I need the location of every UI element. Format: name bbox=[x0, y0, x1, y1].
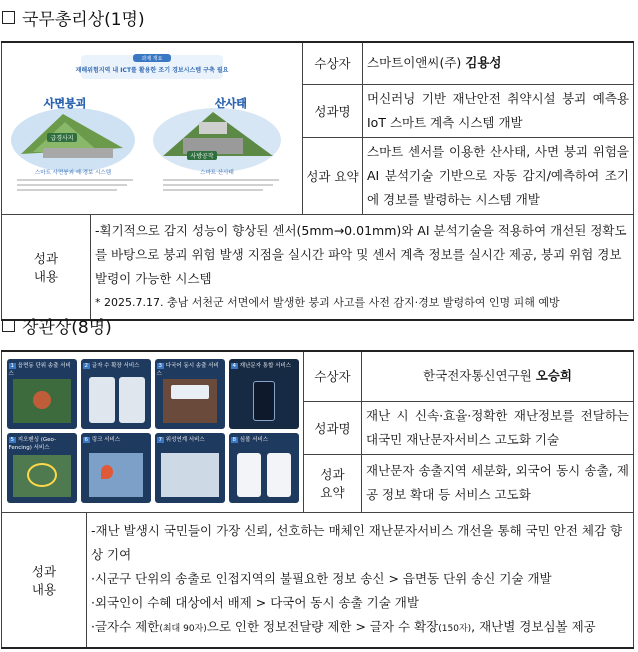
service-tile bbox=[81, 433, 151, 503]
content-last-c: , 재난별 경보심볼 제공 bbox=[471, 618, 596, 634]
summary-label-line2: 요약 bbox=[320, 485, 345, 500]
tile-label: 심볼 서비스 bbox=[239, 436, 269, 443]
awardee-label: 수상자 bbox=[304, 351, 362, 401]
summary-label-line1: 성과 bbox=[320, 467, 345, 482]
image-left-title: 사면붕괴 bbox=[43, 97, 87, 111]
tile-num: 2 bbox=[84, 362, 88, 369]
content-value bbox=[87, 512, 634, 648]
tile-num: 4 bbox=[232, 362, 236, 369]
image-left-badge: 급경사지 bbox=[50, 135, 74, 143]
content-last-small: (최대 90자) bbox=[159, 623, 207, 634]
tile-label: 지오펜싱 (Geo-Fencing) 서비스 bbox=[8, 436, 56, 451]
image-right-title: 산사태 bbox=[215, 97, 247, 111]
content-label-line2: 내용 bbox=[31, 581, 57, 597]
tile-num: 8 bbox=[232, 436, 236, 443]
section-title-text: 국무총리상(1명) bbox=[22, 10, 145, 30]
award-table-1 bbox=[1, 41, 634, 321]
section-title bbox=[2, 313, 112, 338]
awardee-value bbox=[362, 351, 634, 401]
awardee-name: 오승희 bbox=[535, 368, 572, 384]
content-line bbox=[91, 615, 629, 641]
image-header-tag: 과제 개요 bbox=[141, 56, 163, 63]
summary-value: 재난문자 송출지역 세분화, 외국어 동시 송출, 제공 정보 확대 등 서비스 고도화 bbox=[362, 454, 634, 512]
content-note: * 2025.7.17. 충남 서천군 서면에서 발생한 붕괴 사고를 사전 감지·경보 발령하여 인명 피해 예방 bbox=[95, 295, 560, 309]
project-name-value: 재난 시 신속·효율·정확한 재난정보를 전달하는 대국민 재난문자서비스 고도화 기술 bbox=[362, 401, 634, 454]
tile-label: 링크 서비스 bbox=[91, 436, 121, 443]
content-label bbox=[2, 214, 91, 320]
awardee-org: 한국전자통신연구원 bbox=[423, 368, 536, 384]
image-left-caption: 스마트 사면붕괴 예·경보 시스템 bbox=[34, 170, 112, 177]
project-name-label: 성과명 bbox=[304, 401, 362, 454]
checkbox-square-icon bbox=[2, 319, 15, 332]
tile-label: 재난문자 통합 서비스 bbox=[239, 362, 292, 369]
tile-label: 다국어 동시 송출 서비스 bbox=[156, 362, 219, 377]
section-title bbox=[2, 5, 145, 30]
content-label-line1: 성과 bbox=[31, 563, 57, 579]
project-name-label: 성과명 bbox=[303, 84, 363, 137]
service-tile bbox=[81, 359, 151, 429]
summary-value: 스마트 센서를 이용한 산사태, 사면 붕괴 위험을 AI 분석기술 기반으로 자동 감지/예측하여 조기에 경보를 발령하는 시스템 개발 bbox=[363, 137, 634, 214]
content-line: ·시군구 단위의 송출로 인접지역의 불필요한 정보 송신 > 읍면동 단위 송신 기술 개발 bbox=[91, 570, 552, 586]
summary-label bbox=[304, 454, 362, 512]
awardee-label: 수상자 bbox=[303, 42, 363, 84]
content-line: ·외국인이 수혜 대상에서 배제 > 다국어 동시 송출 기술 개발 bbox=[91, 594, 419, 610]
service-image bbox=[2, 351, 304, 512]
tile-num: 7 bbox=[158, 436, 162, 443]
service-tile bbox=[155, 359, 225, 429]
content-line: -재난 발생시 국민들이 가장 신뢰, 선호하는 매체인 재난문자서비스 개선을 통해 국민 안전 체감 향상 기여 bbox=[91, 522, 623, 562]
tile-num: 1 bbox=[10, 362, 14, 369]
tile-label: 글자 수 확장 서비스 bbox=[91, 362, 140, 369]
project-name-value: 머신러닝 기반 재난안전 취약시설 붕괴 예측용 IoT 스마트 계측 시스템 개발 bbox=[363, 84, 634, 137]
tile-label: 읍면동 단위 송출 서비스 bbox=[8, 362, 71, 377]
checkbox-square-icon bbox=[2, 11, 15, 24]
tile-num: 5 bbox=[10, 436, 14, 443]
tile-num: 3 bbox=[158, 362, 162, 369]
content-value bbox=[91, 214, 634, 320]
image-right-badge: 사방공작 bbox=[190, 153, 214, 161]
awardee-value bbox=[363, 42, 634, 84]
content-label bbox=[2, 512, 87, 648]
awardee-org: 스마트이앤씨(주) bbox=[367, 55, 466, 71]
image-right-caption: 스마트 산사태 bbox=[200, 170, 234, 177]
tile-label: 위성연계 서비스 bbox=[165, 436, 205, 443]
service-tile bbox=[7, 433, 77, 503]
service-tile bbox=[155, 433, 225, 503]
service-tile bbox=[7, 359, 77, 429]
project-image bbox=[2, 42, 303, 214]
tile-num: 6 bbox=[84, 436, 88, 443]
awardee-name: 김용성 bbox=[465, 55, 502, 71]
image-header-title: 재해위험지역 내 ICT를 활용한 조기 경보시스템 구축 필요 bbox=[75, 67, 229, 75]
content-label-line1: 성과 bbox=[33, 250, 59, 266]
service-tile bbox=[229, 433, 299, 503]
content-last-b: 으로 인한 정보전달량 제한 > 글자 수 확장 bbox=[206, 618, 439, 634]
content-last-small2: (150자) bbox=[438, 623, 472, 634]
service-tile bbox=[229, 359, 299, 429]
award-table-2 bbox=[1, 350, 634, 649]
section-title-text: 장관상(8명) bbox=[22, 318, 112, 338]
content-label-line2: 내용 bbox=[33, 268, 59, 284]
content-last-a: ·글자수 제한 bbox=[91, 618, 160, 634]
content-line: -획기적으로 감지 성능이 향상된 센서(5mm→0.01mm)와 AI 분석기술을 적용하여 개선된 정확도를 바탕으로 붕괴 위험 발생 지점을 실시간 파악 및 센서 계측 정보를 실시간 제공, 붕괴 위험 경보 발령이 가능한 시스템 bbox=[95, 222, 627, 286]
summary-label: 성과 요약 bbox=[303, 137, 363, 214]
